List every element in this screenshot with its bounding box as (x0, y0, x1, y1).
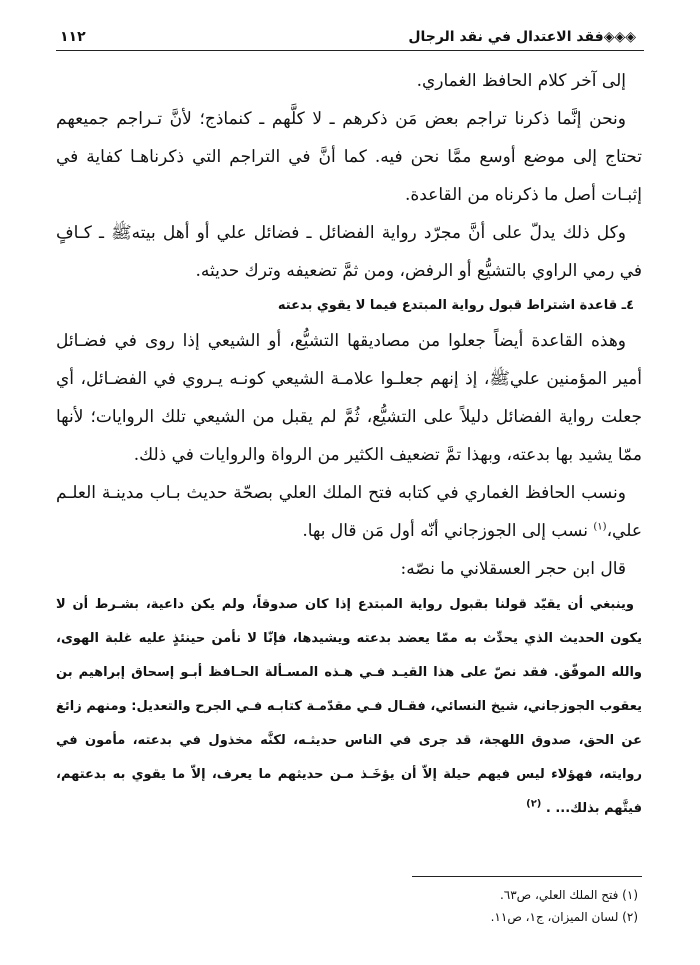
section-heading: ٤ـ قاعدة اشتراط قبول رواية المبتدع فيما لا يقوي بدعته (277, 298, 634, 313)
page-number: ١١٢ (60, 29, 86, 45)
main-text (56, 62, 642, 826)
paragraph: وهذه القاعدة أيضاً جعلوا من مصاديقها التشيُّع، أو الشيعي إذا روى في فضـائل أمير المؤمنين عليﷺ، إذ إنهم جعلـوا علامـة الشيعي كونـه يـروي في الفضـائل، أي جعلت رواية الفضائل دليلاً على التشيُّع، ثُمَّ لم يقبل من الشيعي تلك الروايات؛ لأنها ممّا يشيد بها بدعته، وبهذا تمَّ تضعيف الكثير من الرواة والروايات في ذلك. (56, 331, 642, 465)
footnote: (٢) لسان الميزان، ج١، ص١١. (490, 910, 638, 924)
paragraph: ونحن إنَّما ذكرنا تراجم بعض مَن ذكرهم ـ لا كلَّهم ـ كنماذج؛ لأنَّ تـراجم جميعهم تحتاج إلى موضع أوسع ممَّا نحن فيه. كما أنَّ في التراجم التي ذكرناهـا كفاية في إثبـات أصل ما ذكرناه من القاعدة. (56, 109, 642, 205)
footnote-separator (412, 876, 642, 877)
quote-text: وينبغي أن يقيّد قولنا بقبول رواية المبتدع إذا كان صدوقاً، ولم يكن داعية، بشـرط أن لا يكون الحديث الذي يحدِّث به ممّا يعضد بدعته ويشيدها، فإنّا لا نأمن حينئذٍ عليه غلبة الهوى، والله الموفّق. فقد نصّ على هذا القيـد فـي هـذه المسـألة الحـافظ أبـو إسحاق إبراهيم بن يعقوب الجوزجاني، شيخ النسائي، فقـال فـي مقدّمـة كتابـه فـي الجرح والتعديل: ومنهم زائغ عن الحق، صدوق اللهجة، قد جرى في الناس حديثـه، لكنَّه مخذول في بدعته، مأمون في روايته، فهؤلاء ليس فيهم حيلة إلاّ أن يؤخَـذ مـن حديثهم ما يعرف، إلاّ ما يقوي به بدعتهم، فيتَّهم بذلك... . (56, 597, 642, 816)
paragraph (56, 474, 642, 550)
paragraph-text: ونسب الحافظ الغماري في كتابه فتح الملك العلي بصحّة حديث بـاب مدينـة العلـم علي، (56, 483, 642, 541)
footnote-marker: (١) (593, 521, 607, 533)
paragraph: وكل ذلك يدلّ على أنَّ مجرّد رواية الفضائل ـ فضائل علي أو أهل بيتهﷺ ـ كـافٍ في رمي الراوي بالتشيُّع أو الرفض، ومن ثمَّ تضعيفه وترك حديثه. (56, 223, 642, 281)
running-title: ◈◈◈فقد الاعتدال في نقد الرجال (408, 29, 636, 45)
block-quote (56, 588, 642, 826)
paragraph: قال ابن حجر العسقلاني ما نصّه: (400, 559, 626, 579)
paragraph-text: نسب إلى الجوزجاني أنّه أول مَن قال بها. (302, 521, 594, 541)
paragraph: إلى آخر كلام الحافظ الغماري. (416, 71, 626, 91)
footnote: (١) فتح الملك العلي، ص٦٣. (499, 888, 638, 902)
footnote-marker: (٢) (526, 798, 542, 810)
page-header (56, 28, 644, 51)
footnotes (56, 884, 638, 928)
